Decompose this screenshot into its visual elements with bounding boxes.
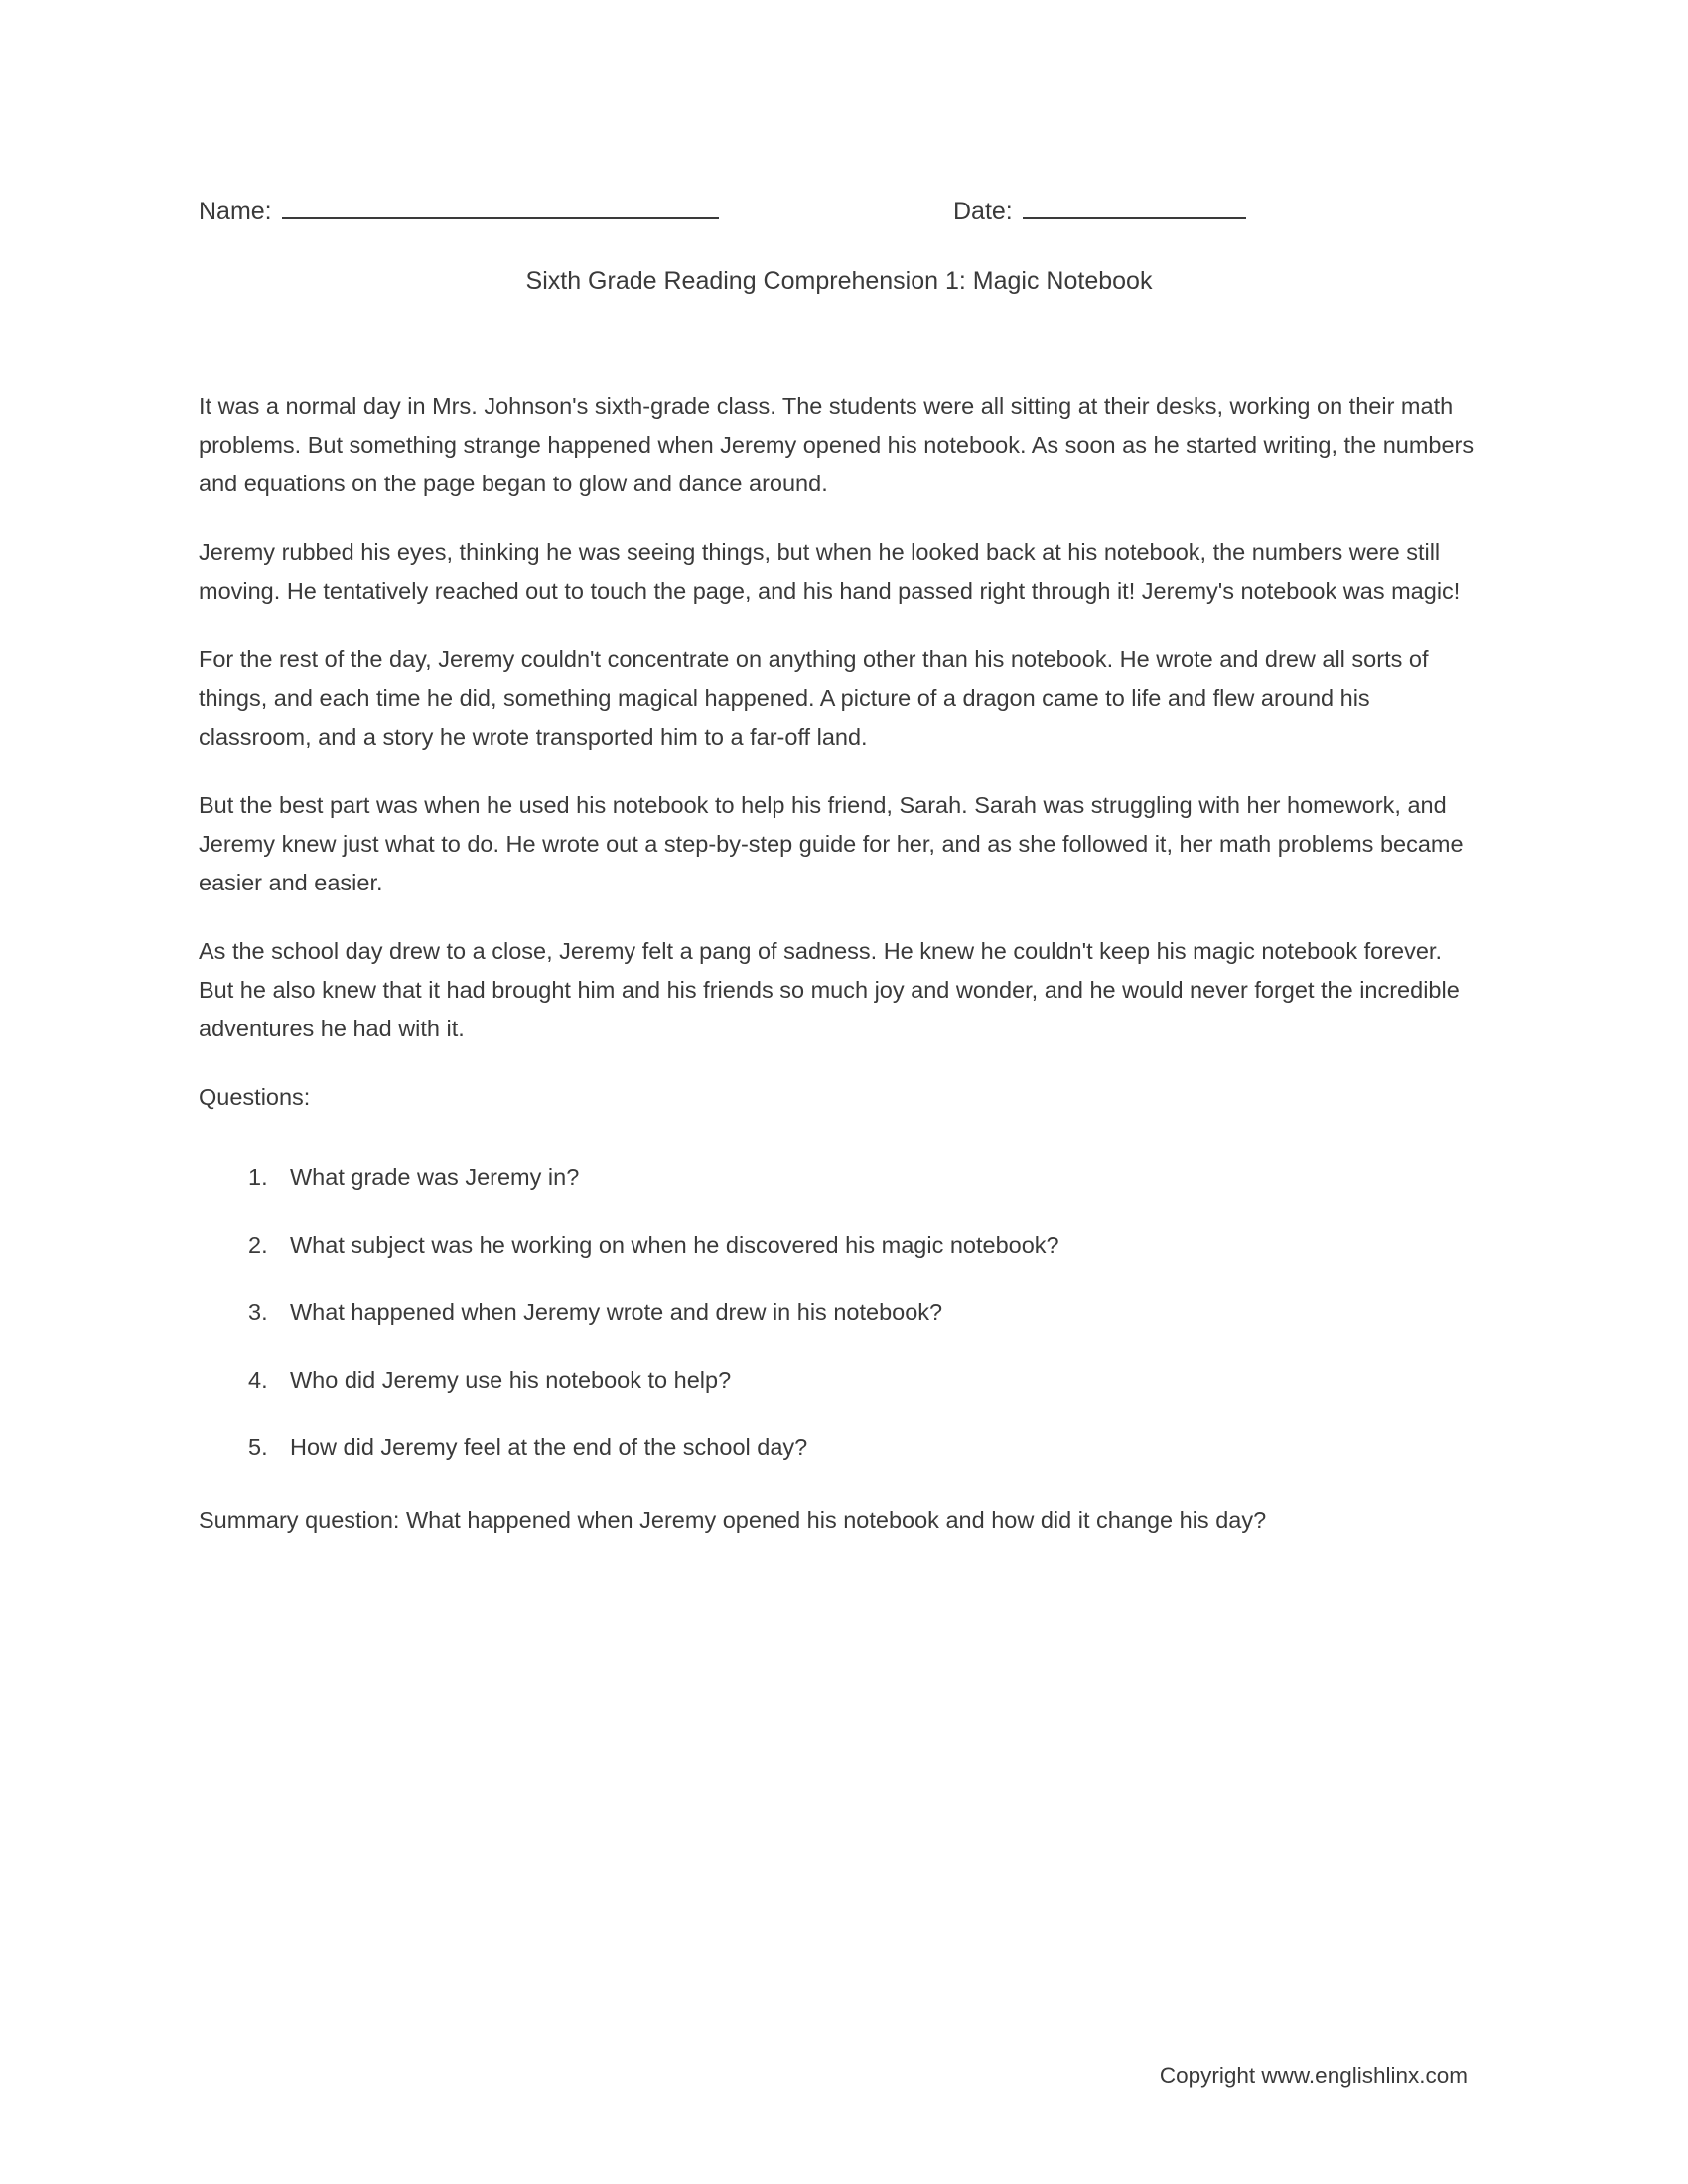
question-item bbox=[199, 1294, 1479, 1332]
question-text: What subject was he working on when he discovered his magic notebook? bbox=[290, 1232, 1059, 1258]
question-text: Who did Jeremy use his notebook to help? bbox=[290, 1367, 732, 1393]
worksheet-content bbox=[199, 194, 1479, 1570]
date-blank-line bbox=[1023, 194, 1246, 219]
passage-paragraph: For the rest of the day, Jeremy couldn't concentrate on anything other than his notebook. He wrote and drew all sorts of things, and each time he did, something magical happened. A picture of a dragon came to life and flew around his classroom, and a story he wrote transported him to a far-off land. bbox=[199, 646, 1429, 750]
question-text: How did Jeremy feel at the end of the school day? bbox=[290, 1434, 808, 1460]
question-item bbox=[199, 1429, 1479, 1467]
question-number: 3. bbox=[248, 1299, 268, 1325]
question-item bbox=[199, 1226, 1479, 1265]
worksheet-title: Sixth Grade Reading Comprehension 1: Magic Notebook bbox=[525, 267, 1153, 295]
passage-paragraph: Jeremy rubbed his eyes, thinking he was seeing things, but when he looked back at his notebook, the numbers were still moving. He tentatively reached out to touch the page, and his hand passed right through it! Jeremy's notebook was magic! bbox=[199, 539, 1461, 604]
date-field bbox=[953, 194, 1246, 226]
passage bbox=[199, 387, 1479, 1540]
worksheet-header bbox=[199, 194, 1479, 237]
question-number: 4. bbox=[248, 1367, 268, 1393]
passage-paragraph: But the best part was when he used his notebook to help his friend, Sarah. Sarah was struggling with her homework, and Jeremy knew just what to do. He wrote out a step-by-step guide for her, and as she followed it, her math problems became easier and easier. bbox=[199, 792, 1464, 895]
name-label: Name: bbox=[199, 198, 272, 225]
question-item bbox=[199, 1159, 1479, 1197]
questions-label: Questions: bbox=[199, 1084, 311, 1110]
passage-paragraph: As the school day drew to a close, Jeremy felt a pang of sadness. He knew he couldn't keep his magic notebook forever. But he also knew that it had brought him and his friends so much joy and wonder, and he would never forget the incredible adventures he had with it. bbox=[199, 938, 1460, 1041]
questions-list bbox=[199, 1159, 1479, 1467]
name-field bbox=[199, 194, 719, 226]
question-number: 5. bbox=[248, 1434, 268, 1460]
date-label: Date: bbox=[953, 198, 1013, 225]
question-number: 2. bbox=[248, 1232, 268, 1258]
question-text: What grade was Jeremy in? bbox=[290, 1164, 580, 1190]
summary-question: Summary question: What happened when Jeremy opened his notebook and how did it change his day? bbox=[199, 1507, 1267, 1533]
question-number: 1. bbox=[248, 1164, 268, 1190]
passage-paragraph: It was a normal day in Mrs. Johnson's sixth-grade class. The students were all sitting at their desks, working on their math problems. But something strange happened when Jeremy opened his notebook. As soon as he started writing, the numbers and equations on the page began to glow and dance around. bbox=[199, 393, 1475, 496]
question-item bbox=[199, 1361, 1479, 1400]
copyright-notice: Copyright www.englishlinx.com bbox=[1159, 2063, 1468, 2088]
question-text: What happened when Jeremy wrote and drew in his notebook? bbox=[290, 1299, 943, 1325]
name-blank-line bbox=[282, 194, 719, 219]
